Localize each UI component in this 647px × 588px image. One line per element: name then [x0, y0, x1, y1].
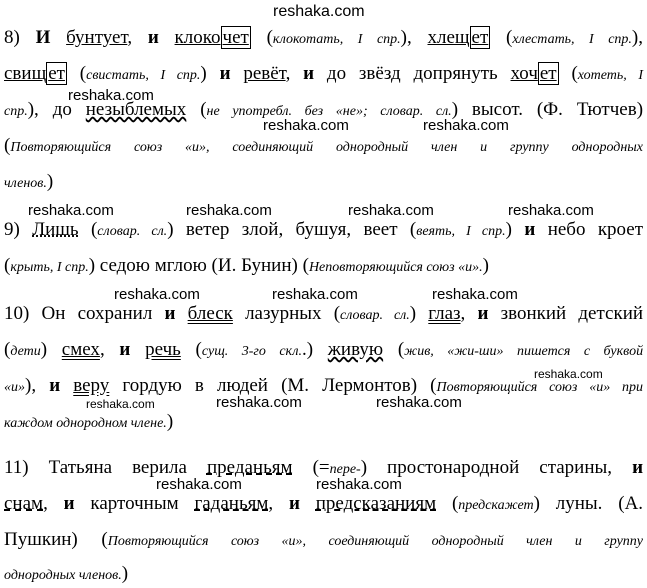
- watermark: reshaka.com: [508, 202, 594, 219]
- s10-line-3: «и»), и веру гордую в людей (М. Лермонтов) (Повторяющийся союз «и» при: [4, 375, 644, 396]
- s10-line-4: каждом однородном члене.): [4, 411, 174, 432]
- s11-line-4: однородных членов.): [4, 563, 129, 584]
- watermark: reshaka.com: [216, 394, 302, 411]
- watermark: reshaka.com: [534, 367, 603, 381]
- s11-line-2: снам, и карточным гаданьям, и предсказаниям (предскажет) луны. (А.: [4, 493, 644, 514]
- watermark: reshaka.com: [423, 117, 509, 134]
- watermark: reshaka.com: [28, 202, 114, 219]
- watermark: reshaka.com: [86, 397, 155, 411]
- s9-line-1: 9) Лишь (словар. сл.) ветер злой, бушуя, веет (веять, I спр.) и небо кроет: [4, 219, 644, 240]
- watermark: reshaka.com: [68, 87, 154, 104]
- s9-line-2: (крыть, I спр.) седою мглою (И. Бунин) (Неповторяющийся союз «и».): [4, 255, 489, 276]
- watermark: reshaka.com: [186, 202, 272, 219]
- watermark: reshaka.com: [316, 476, 402, 493]
- watermark: reshaka.com: [156, 476, 242, 493]
- watermark-top: reshaka.com: [273, 3, 365, 20]
- s11-line-3: Пушкин) (Повторяющийся союз «и», соединяющий однородный член и группу: [4, 529, 643, 550]
- s8-line-3: спр.), до незыблемых (не употребл. без «не»; словар. сл.) высот. (Ф. Тютчев): [4, 99, 644, 120]
- s8-line-4: (Повторяющийся союз «и», соединяющий однородный член и группу однородных: [4, 135, 643, 156]
- s11-line-1: 11) Татьяна верила преданьям (=пере-) простонародной старины, и: [4, 457, 644, 478]
- watermark: reshaka.com: [272, 286, 358, 303]
- watermark: reshaka.com: [114, 286, 200, 303]
- s10-line-1: 10) Он сохранил и блеск лазурных (словар. сл.) глаз, и звонкий детский: [4, 303, 644, 324]
- s8-line-2: свищ ет (свистать, I спр.) и ревёт, и до звёзд допрянуть хоч ет (хотеть, I: [4, 63, 644, 84]
- s10-line-2: (дети) смех, и речь (сущ. 3-го скл..) живую (жив, «жи-ши» пишется с буквой: [4, 339, 644, 360]
- watermark: reshaka.com: [263, 117, 349, 134]
- watermark: reshaka.com: [348, 202, 434, 219]
- s8-line-5: членов.): [4, 171, 54, 192]
- s8-line-1: 8) И бунтует, и клоко чет (клокотать, I спр.), хлещ ет (хлестать, I спр.),: [4, 27, 643, 48]
- watermark: reshaka.com: [432, 286, 518, 303]
- watermark: reshaka.com: [376, 394, 462, 411]
